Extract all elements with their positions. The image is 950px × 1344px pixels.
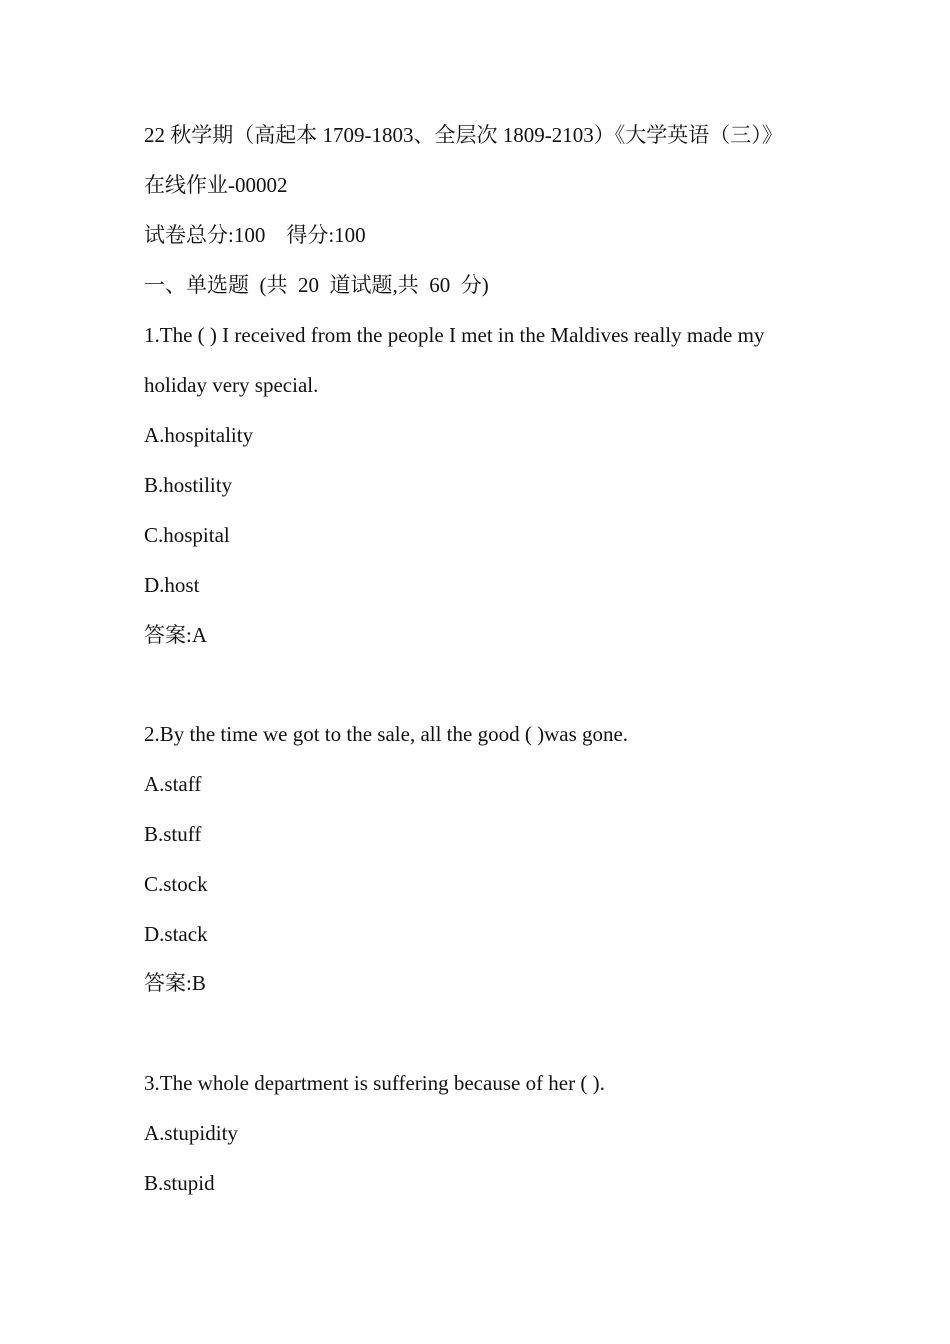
question-2-option-d: D.stack — [144, 922, 208, 946]
document-title-line-1: 22 秋学期（高起本 1709-1803、全层次 1809-2103）《大学英语（三）》 — [144, 123, 783, 147]
question-2-stem: 2.By the time we got to the sale, all the good ( )was gone. — [144, 722, 629, 746]
question-1-stem-continued: holiday very special. — [144, 373, 319, 397]
question-3-option-b: B.stupid — [144, 1171, 215, 1195]
question-1-option-d: D.host — [144, 573, 200, 597]
section-title: 一、单选题 (共 20 道试题,共 60 分) — [144, 273, 489, 297]
score-line: 试卷总分:100 得分:100 — [144, 223, 366, 247]
question-2-answer: 答案:B — [144, 971, 206, 995]
question-1-option-b: B.hostility — [144, 473, 233, 497]
document-title-line-2: 在线作业-00002 — [144, 173, 288, 197]
question-2-option-c: C.stock — [144, 872, 208, 896]
question-1-stem: 1.The ( ) I received from the people I met in the Maldives really made my — [144, 323, 765, 347]
question-3-stem: 3.The whole department is suffering because of her ( ). — [144, 1071, 605, 1095]
question-1-option-a: A.hospitality — [144, 423, 254, 447]
question-2-option-b: B.stuff — [144, 822, 202, 846]
question-1-option-c: C.hospital — [144, 523, 230, 547]
question-2-option-a: A.staff — [144, 772, 202, 796]
question-3-option-a: A.stupidity — [144, 1121, 238, 1145]
question-1-answer: 答案:A — [144, 623, 207, 647]
